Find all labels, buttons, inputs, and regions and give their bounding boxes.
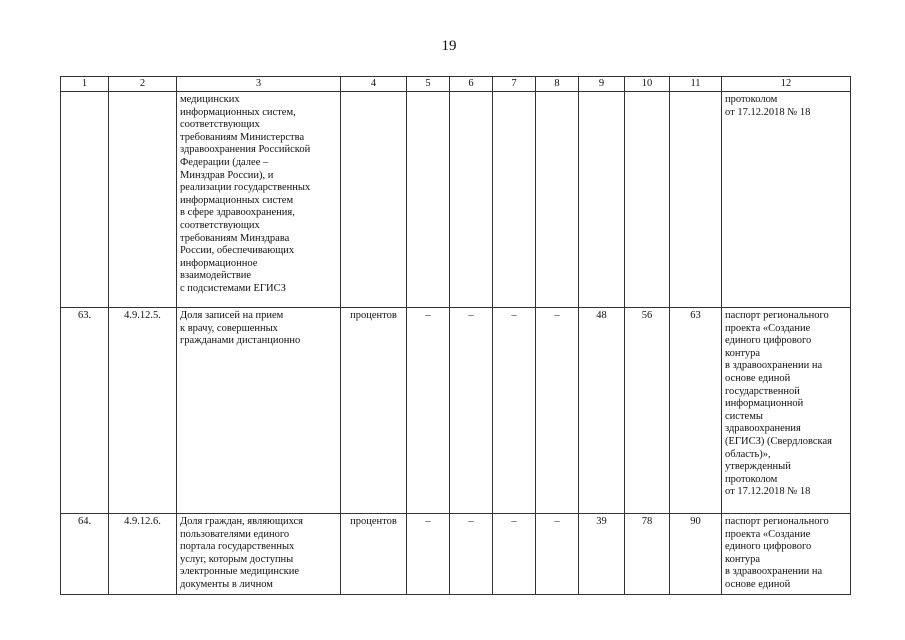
- indicator-name: Доля граждан, являющихся пользователями единого портала государственных услуг, которым доступны электронные медицинские документы в личном: [177, 514, 341, 595]
- table-row: [61, 308, 851, 514]
- value-col8: [536, 92, 579, 308]
- column-header: 3: [177, 77, 341, 92]
- value-col10: [625, 92, 670, 308]
- indicators-table: [60, 76, 851, 595]
- value-col6: –: [450, 308, 493, 514]
- row-number: 63.: [61, 308, 109, 514]
- column-header: 9: [579, 77, 625, 92]
- column-header: 4: [341, 77, 407, 92]
- page-number: 19: [441, 38, 457, 54]
- unit: [341, 92, 407, 308]
- indicator-code: 4.9.12.5.: [109, 308, 177, 514]
- column-header: 7: [493, 77, 536, 92]
- row-number: [61, 92, 109, 308]
- value-col10: 78: [625, 514, 670, 595]
- column-header: 1: [61, 77, 109, 92]
- column-header: 8: [536, 77, 579, 92]
- value-col5: [407, 92, 450, 308]
- value-col8: –: [536, 514, 579, 595]
- value-col7: –: [493, 514, 536, 595]
- value-col8: –: [536, 308, 579, 514]
- unit: процентов: [341, 308, 407, 514]
- value-col6: [450, 92, 493, 308]
- table-row: [61, 92, 851, 308]
- column-header: 2: [109, 77, 177, 92]
- value-col7: –: [493, 308, 536, 514]
- value-col11: 90: [670, 514, 722, 595]
- indicator-code: 4.9.12.6.: [109, 514, 177, 595]
- indicator-code: [109, 92, 177, 308]
- value-col9: 48: [579, 308, 625, 514]
- value-col5: –: [407, 308, 450, 514]
- column-header: 12: [722, 77, 851, 92]
- indicator-name: медицинских информационных систем, соответствующих требованиям Министерства здравоохранения Российской Федерации (далее – Минздрав России), и реализации государственных информационных систем в сфере здравоохранения, соответствующих требованиям Минздрава России, обеспечивающих информационное взаимодействие с подсистемами ЕГИСЗ: [177, 92, 341, 308]
- column-header: 10: [625, 77, 670, 92]
- table-row: [61, 514, 851, 595]
- column-header: 11: [670, 77, 722, 92]
- value-col9: [579, 92, 625, 308]
- unit: процентов: [341, 514, 407, 595]
- indicator-name: Доля записей на прием к врачу, совершенных гражданами дистанционно: [177, 308, 341, 514]
- source-document: паспорт регионального проекта «Создание единого цифрового контура в здравоохранении на основе единой: [722, 514, 851, 595]
- value-col5: –: [407, 514, 450, 595]
- row-number: 64.: [61, 514, 109, 595]
- value-col11: 63: [670, 308, 722, 514]
- value-col11: [670, 92, 722, 308]
- table-header-row: [61, 77, 851, 92]
- column-header: 5: [407, 77, 450, 92]
- source-document: паспорт регионального проекта «Создание единого цифрового контура в здравоохранении на основе единой государственной информационной системы здравоохранения (ЕГИСЗ) (Свердловская область)», утвержденный протоколом от 17.12.2018 № 18: [722, 308, 851, 514]
- source-document: протоколом от 17.12.2018 № 18: [722, 92, 851, 308]
- value-col6: –: [450, 514, 493, 595]
- value-col10: 56: [625, 308, 670, 514]
- column-header: 6: [450, 77, 493, 92]
- value-col9: 39: [579, 514, 625, 595]
- value-col7: [493, 92, 536, 308]
